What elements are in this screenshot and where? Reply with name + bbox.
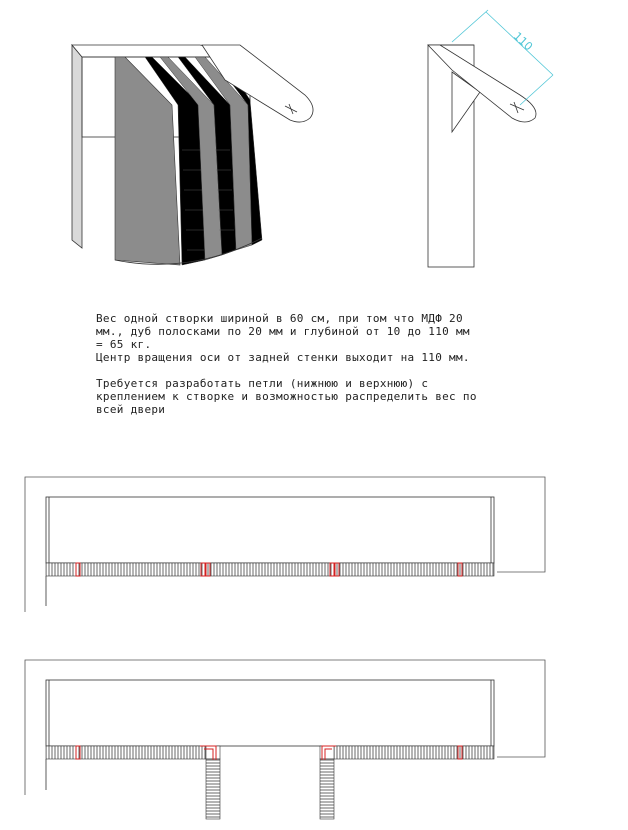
description-line-8: всей двери — [96, 403, 166, 416]
description-line-7: креплением к створке и возможностью распределить вес по — [96, 390, 477, 403]
description-line-1: Вес одной створки шириной в 60 см, при том что МДФ 20 — [96, 312, 463, 325]
side-view — [428, 10, 553, 267]
description-line-2: мм., дуб полосками по 20 мм и глубиной от 10 до 110 мм — [96, 325, 470, 338]
description-line-6: Требуется разработать петли (нижнюю и верхнюю) с — [96, 377, 429, 390]
isometric-door-view — [72, 45, 313, 265]
description-block — [96, 312, 477, 416]
plan-view-closed — [25, 477, 545, 612]
description-line-3: = 65 кг. — [96, 338, 152, 351]
dimension-label: 110 — [510, 29, 536, 54]
plan-view-open — [25, 660, 545, 819]
description-line-4: Центр вращения оси от задней стенки выходит на 110 мм. — [96, 351, 470, 364]
